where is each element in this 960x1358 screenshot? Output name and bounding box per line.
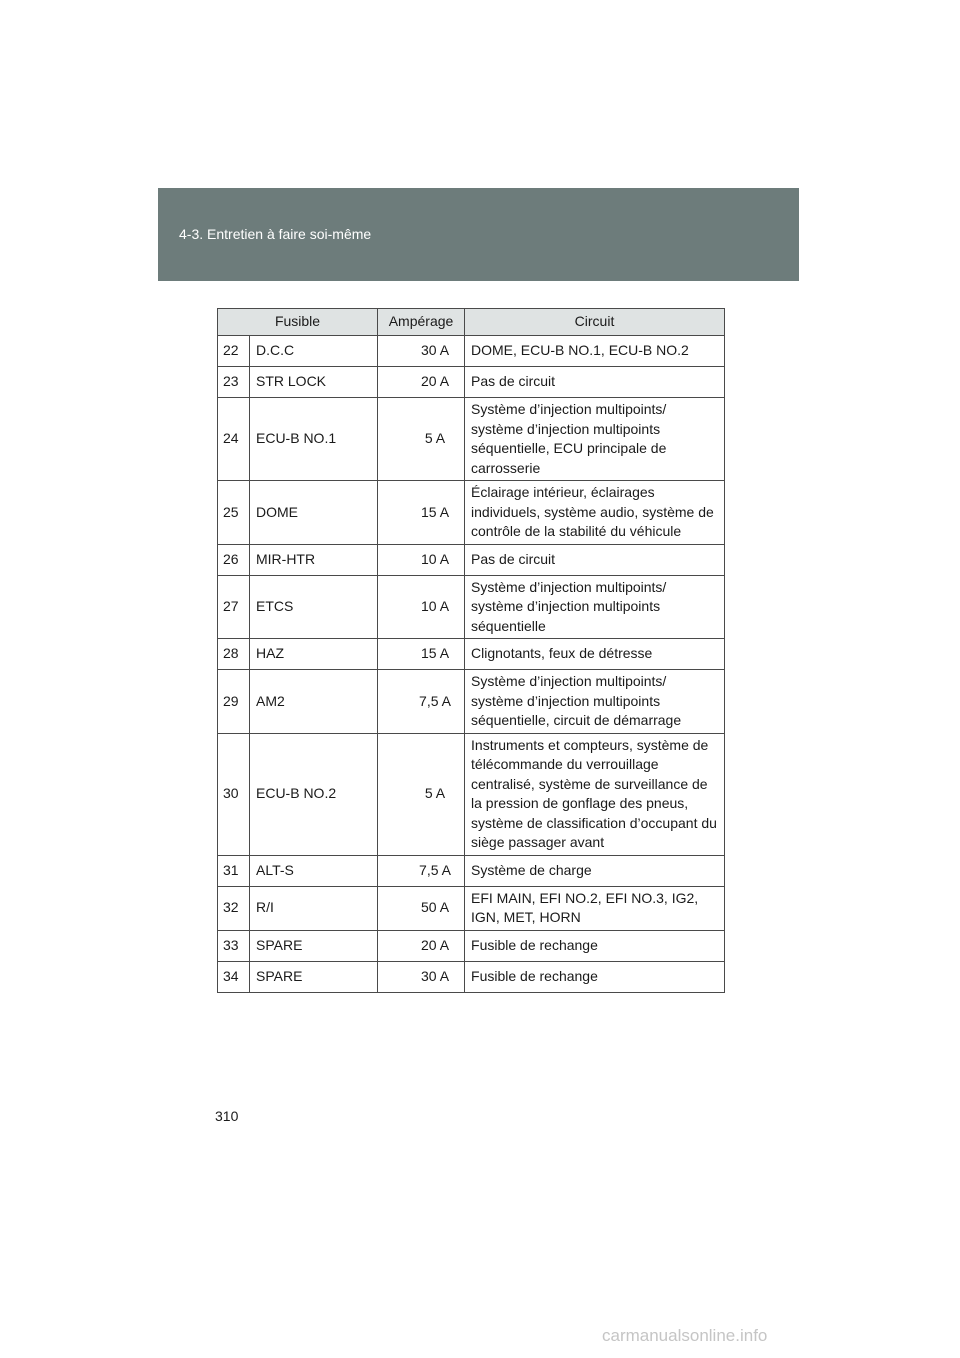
table-row [218, 855, 725, 886]
table-row [218, 961, 725, 992]
fuse-number-cell: 32 [218, 886, 250, 930]
fuse-number-cell: 33 [218, 930, 250, 961]
fuse-number-cell: 23 [218, 367, 250, 398]
fuse-name-cell: ALT-S [250, 855, 378, 886]
circuit-cell: Système d’injection multipoints/ système d’injection multipoints séquentielle [465, 575, 725, 639]
fuse-number-cell: 24 [218, 398, 250, 481]
table-row [218, 733, 725, 855]
table-row [218, 367, 725, 398]
fuse-name-cell: R/I [250, 886, 378, 930]
fuse-number-cell: 27 [218, 575, 250, 639]
fuse-number-cell: 22 [218, 336, 250, 367]
fuse-number-cell: 25 [218, 481, 250, 545]
table-row [218, 481, 725, 545]
circuit-cell: Système de charge [465, 855, 725, 886]
fuse-name-cell: ETCS [250, 575, 378, 639]
circuit-cell: Éclairage intérieur, éclairages individuels, système audio, système de contrôle de la stabilité du véhicule [465, 481, 725, 545]
circuit-cell: Système d’injection multipoints/ système d’injection multipoints séquentielle, circuit de démarrage [465, 670, 725, 734]
fuse-name-cell: SPARE [250, 930, 378, 961]
table-row [218, 670, 725, 734]
fuse-name-cell: MIR-HTR [250, 544, 378, 575]
table-row [218, 575, 725, 639]
table-row [218, 639, 725, 670]
fuse-name-cell: ECU-B NO.1 [250, 398, 378, 481]
fuse-number-cell: 31 [218, 855, 250, 886]
amperage-cell: 30 A [378, 961, 465, 992]
fuse-name-cell: D.C.C [250, 336, 378, 367]
column-header-circuit: Circuit [465, 309, 725, 336]
amperage-cell: 10 A [378, 575, 465, 639]
section-title: 4-3. Entretien à faire soi-même [179, 226, 372, 242]
amperage-cell: 50 A [378, 886, 465, 930]
fuse-name-cell: SPARE [250, 961, 378, 992]
table-row [218, 886, 725, 930]
amperage-cell: 5 A [378, 398, 465, 481]
circuit-cell: Clignotants, feux de détresse [465, 639, 725, 670]
amperage-cell: 15 A [378, 481, 465, 545]
amperage-cell: 20 A [378, 930, 465, 961]
circuit-cell: Pas de circuit [465, 367, 725, 398]
circuit-cell: Fusible de rechange [465, 961, 725, 992]
circuit-cell: EFI MAIN, EFI NO.2, EFI NO.3, IG2, IGN, MET, HORN [465, 886, 725, 930]
table-row [218, 336, 725, 367]
amperage-cell: 7,5 A [378, 855, 465, 886]
fuse-name-cell: DOME [250, 481, 378, 545]
amperage-cell: 10 A [378, 544, 465, 575]
circuit-cell: Pas de circuit [465, 544, 725, 575]
circuit-cell: Instruments et compteurs, système de télécommande du verrouillage centralisé, système de surveillance de la pression de gonflage des pneus, système de classification d’occupant du siège passager avant [465, 733, 725, 855]
table-row [218, 930, 725, 961]
circuit-cell: DOME, ECU-B NO.1, ECU-B NO.2 [465, 336, 725, 367]
circuit-cell: Fusible de rechange [465, 930, 725, 961]
amperage-cell: 20 A [378, 367, 465, 398]
circuit-cell: Système d’injection multipoints/ système d’injection multipoints séquentielle, ECU principale de carrosserie [465, 398, 725, 481]
watermark: carmanualsonline.info [602, 1326, 768, 1345]
fuse-number-cell: 30 [218, 733, 250, 855]
amperage-cell: 7,5 A [378, 670, 465, 734]
section-header-band [158, 188, 799, 281]
table-row [218, 398, 725, 481]
fuse-table-body [218, 336, 725, 993]
page-number: 310 [215, 1108, 239, 1124]
column-header-amperage: Ampérage [378, 309, 465, 336]
fuse-table [217, 308, 725, 993]
amperage-cell: 5 A [378, 733, 465, 855]
fuse-name-cell: ECU-B NO.2 [250, 733, 378, 855]
column-header-fusible: Fusible [218, 309, 378, 336]
amperage-cell: 15 A [378, 639, 465, 670]
amperage-cell: 30 A [378, 336, 465, 367]
fuse-name-cell: STR LOCK [250, 367, 378, 398]
fuse-number-cell: 34 [218, 961, 250, 992]
fuse-name-cell: HAZ [250, 639, 378, 670]
fuse-number-cell: 29 [218, 670, 250, 734]
table-header-row [218, 309, 725, 336]
table-row [218, 544, 725, 575]
fuse-number-cell: 26 [218, 544, 250, 575]
fuse-name-cell: AM2 [250, 670, 378, 734]
fuse-number-cell: 28 [218, 639, 250, 670]
